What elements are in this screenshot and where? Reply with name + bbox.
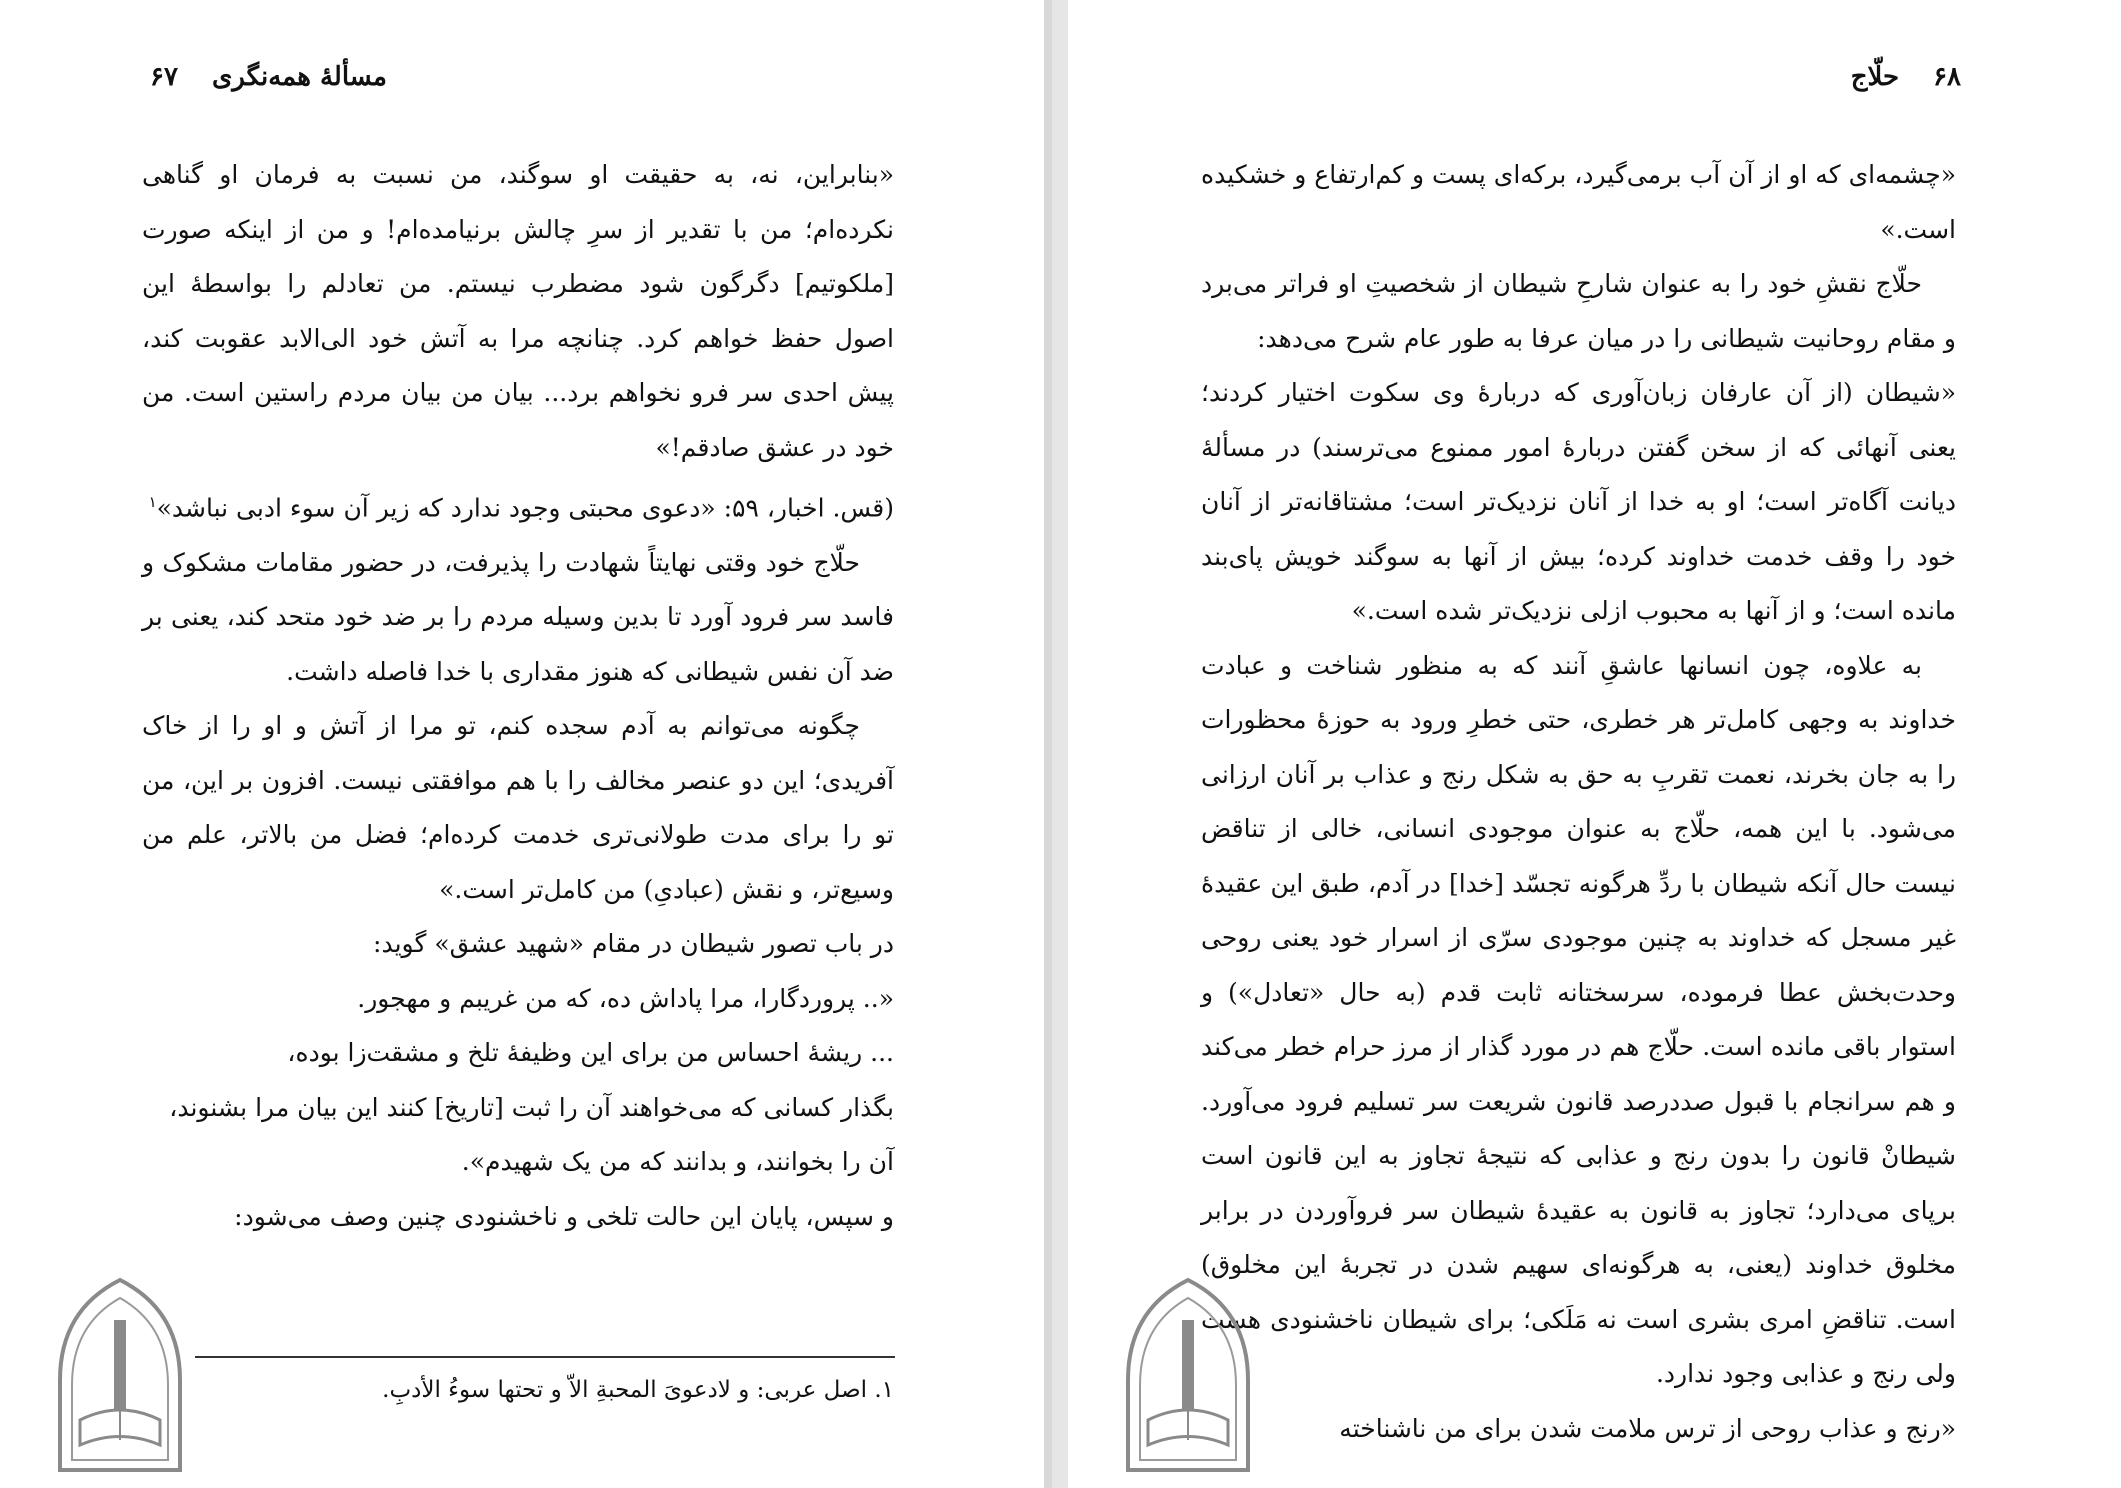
left-paragraph-adam: چگونه می‌توانم به آدم سجده کنم، تو مرا از آتش و او را از خاک آفریدی؛ این دو عنصر مخالف را با هم موافقتی نیست. افزون بر این، من تو را برای مدت طولانی‌تری خدمت کرده‌ام؛ فضل من بالاتر، علم من وسیع‌تر، و نقش (عبادیِ) من کامل‌تر است.» — [142, 711, 894, 904]
left-verse-1: «.. پروردگارا، مرا پاداش ده، که من غریبم و مهجور. — [357, 983, 894, 1013]
right-paragraph-spring: «چشمه‌ای که او از آن آب برمی‌گیرد، برکه‌ای پست و کم‌ارتفاع و خشکیده است.» — [1201, 160, 1956, 244]
library-stamp-icon — [50, 1270, 190, 1480]
page-gutter — [1052, 0, 1068, 1488]
left-page-header — [150, 62, 387, 92]
right-page-number: ۶۸ — [1933, 62, 1961, 92]
right-paragraph-moreover: به علاوه، چون انسانها عاشقِ آنند که به منظور شناخت و عبادت خداوند به وجهی کامل‌تر هر خطری، حتی خطرِ ورود به حوزهٔ محظورات را به جان بخرند، نعمت تقربِ به حق به شکل رنج و عذاب بر آنان ارزانی می‌شود. با این همه، حلّاج به عنوان موجودی انسانی، خالی از تناقض نیست حال آنکه شیطان با ردِّ هرگونه تجسّد [خدا] در آدم، طبق این عقیدهٔ غیر مسجل که خداوند به چنین موجودی سرّی از اسرار خود یعنی روحی وحدت‌بخش عطا فرموده، سرسختانه ثابت قدم (به حال «تعادل») و استوار باقی مانده است. حلّاج هم در مورد گذار از مرز حرام خطر می‌کند و هم سرانجام با قبول صددرصد قانون شریعت سر تسلیم فرود می‌آورد. شیطانْ قانون را بدون رنج و عذابی که نتیجهٔ تجاوز به این قانون است برپای می‌دارد؛ تجاوز به قانون به عقیدهٔ شیطان سر فروآوردن در برابر مخلوق خداوند (یعنی، به هرگونه‌ای سهیم شدن در تجربهٔ این مخلوق) است. تناقضِ امری بشری است نه مَلَکی؛ برای شیطان ناخشنودی هست ولی رنج و عذابی وجود ندارد. — [1201, 650, 1956, 1388]
left-paragraph-martyr-intro: در باب تصور شیطان در مقام «شهید عشق» گوید: — [373, 929, 894, 959]
right-paragraph-hallaj: حلّاج نقشِ خود را به عنوان شارحِ شیطان از شخصیتِ او فراتر می‌برد و مقام روحانیت شیطانی را در میان عرفا به طور عام شرح می‌دهد: — [1201, 269, 1956, 353]
footnote-marker[interactable]: ۱ — [148, 493, 157, 511]
left-paragraph-hallaj: حلّاج خود وقتی نهایتاً شهادت را پذیرفت، در حضور مقامات مشکوک و فاسد سر فرود آورد تا بدین وسیله مردم را بر ضد خود متحد کند، یعنی بر ضد آن نفس شیطانی که هنوز مقداری با خدا فاصله داشت. — [142, 547, 895, 686]
right-paragraph-satan: «شیطان (از آن عارفان زبان‌آوری که دربارهٔ وی سکوت اختیار کردند؛ یعنی آنهائی که از سخن گفتن دربارهٔ امور ممنوع می‌ترسند) در مسألهٔ دیانت آگاه‌تر است؛ او به خدا از آنان نزدیک‌تر است؛ مشتاقانه‌تر از آنان خود را وقف خدمت خداوند کرده؛ بیش از آنها به سوگند خویش پای‌بند مانده است؛ و از آنها به محبوب ازلی نزدیک‌تر شده است.» — [1201, 378, 1956, 625]
left-verse-3: بگذار کسانی که می‌خواهند آن را ثبت [تاریخ] کنند این بیان مرا بشنوند، — [169, 1092, 894, 1122]
left-verse-4: آن را بخوانند، و بدانند که من یک شهیدم». — [461, 1147, 894, 1177]
left-paragraph-citation — [142, 475, 894, 536]
left-verse-2: ... ریشهٔ احساس من برای این وظیفهٔ تلخ و مشقت‌زا بوده، — [287, 1038, 894, 1068]
right-page-title: حلّاج — [1850, 62, 1900, 92]
left-page-title: مسألهٔ همه‌نگری — [211, 62, 387, 92]
left-page — [0, 0, 1052, 1488]
footnote-divider — [195, 1356, 895, 1358]
library-stamp-icon — [1118, 1270, 1258, 1480]
left-page-body — [142, 148, 894, 1244]
left-page-number: ۶۷ — [150, 62, 178, 92]
right-page — [1068, 0, 2121, 1488]
right-page-header — [1851, 62, 1961, 92]
footnote: ۱. اصل عربی: و لادعویَ المحبةِ الاّ و تحتها سوءُ الأدبِ. — [382, 1377, 894, 1403]
right-page-body — [1201, 148, 1956, 1456]
right-paragraph-suffering: «رنج و عذاب روحی از ترس ملامت شدن برای من ناشناخته — [1339, 1413, 1956, 1443]
left-paragraph-citation-text: (قس. اخبار، ۵۹: «دعوی محبتی وجود ندارد که زیر آن سوء ادبی نباشد» — [156, 493, 894, 523]
left-paragraph-ending: و سپس، پایان این حالت تلخی و ناخشنودی چنین وصف می‌شود: — [234, 1201, 894, 1231]
left-paragraph-quote: «بنابراین، نه، به حقیقت او سوگند، من نسبت به فرمان او گناهی نکرده‌ام؛ من با تقدیر از سرِ چالش برنیامده‌ام! و من از اینکه صورت [ملکوتیم] دگرگون شود مضطرب نیستم. من تعادلم را بواسطهٔ این اصول حفظ خواهم کرد. چنانچه مرا به آتش خود الی‌الابد عقوبت کند، پیش احدی سر فرو نخواهم برد... بیان من بیان مردم راستین است. من خود در عشق صادقم!» — [142, 160, 894, 462]
